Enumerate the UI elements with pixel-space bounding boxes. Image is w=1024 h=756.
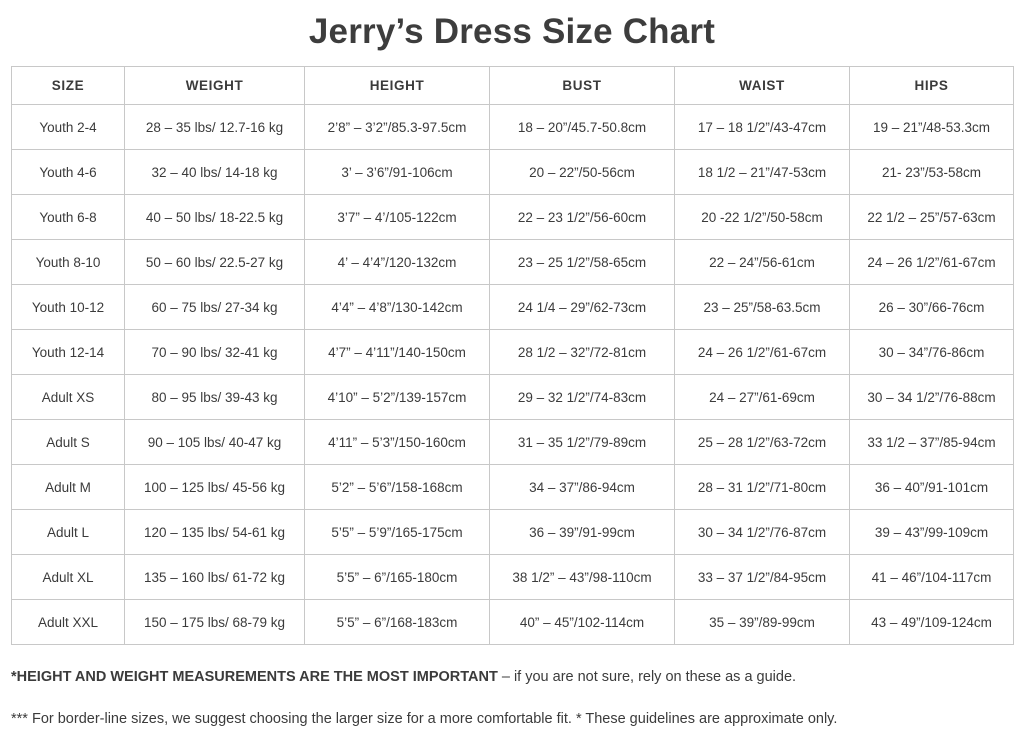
cell-hips: 21- 23”/53-58cm xyxy=(850,150,1014,195)
table-header-row xyxy=(12,67,1014,105)
size-chart-table xyxy=(11,66,1014,645)
cell-hips: 22 1/2 – 25”/57-63cm xyxy=(850,195,1014,240)
table-row xyxy=(12,600,1014,645)
cell-bust: 34 – 37”/86-94cm xyxy=(490,465,675,510)
cell-weight: 100 – 125 lbs/ 45-56 kg xyxy=(125,465,305,510)
cell-hips: 43 – 49”/109-124cm xyxy=(850,600,1014,645)
cell-weight: 70 – 90 lbs/ 32-41 kg xyxy=(125,330,305,375)
cell-waist: 24 – 27”/61-69cm xyxy=(675,375,850,420)
cell-height: 4’11” – 5’3”/150-160cm xyxy=(305,420,490,465)
cell-hips: 19 – 21”/48-53.3cm xyxy=(850,105,1014,150)
cell-weight: 60 – 75 lbs/ 27-34 kg xyxy=(125,285,305,330)
note-height-weight-emphasis: *HEIGHT AND WEIGHT MEASUREMENTS ARE THE MOST IMPORTANT xyxy=(11,669,498,685)
table-row xyxy=(12,240,1014,285)
cell-weight: 120 – 135 lbs/ 54-61 kg xyxy=(125,510,305,555)
cell-height: 4’7” – 4’11”/140-150cm xyxy=(305,330,490,375)
column-header-height: HEIGHT xyxy=(305,67,490,105)
cell-waist: 33 – 37 1/2”/84-95cm xyxy=(675,555,850,600)
cell-weight: 135 – 160 lbs/ 61-72 kg xyxy=(125,555,305,600)
note-height-weight-rest: – if you are not sure, rely on these as a guide. xyxy=(497,669,797,685)
column-header-hips: HIPS xyxy=(850,67,1014,105)
note-borderline-sizes: *** For border-line sizes, we suggest choosing the larger size for a more comfortable fit. * These guidelines are approximate only. xyxy=(11,711,838,727)
cell-height: 5’2” – 5’6”/158-168cm xyxy=(305,465,490,510)
table-row xyxy=(12,555,1014,600)
cell-size: Youth 12-14 xyxy=(12,330,125,375)
cell-size: Adult XL xyxy=(12,555,125,600)
cell-weight: 90 – 105 lbs/ 40-47 kg xyxy=(125,420,305,465)
cell-size: Adult XS xyxy=(12,375,125,420)
column-header-weight: WEIGHT xyxy=(125,67,305,105)
cell-size: Adult L xyxy=(12,510,125,555)
cell-bust: 22 – 23 1/2”/56-60cm xyxy=(490,195,675,240)
cell-size: Youth 6-8 xyxy=(12,195,125,240)
table-body xyxy=(12,105,1014,645)
cell-bust: 24 1/4 – 29”/62-73cm xyxy=(490,285,675,330)
cell-size: Youth 10-12 xyxy=(12,285,125,330)
cell-height: 2’8” – 3’2”/85.3-97.5cm xyxy=(305,105,490,150)
cell-height: 4’4” – 4’8”/130-142cm xyxy=(305,285,490,330)
cell-waist: 25 – 28 1/2”/63-72cm xyxy=(675,420,850,465)
table-row xyxy=(12,285,1014,330)
cell-hips: 36 – 40”/91-101cm xyxy=(850,465,1014,510)
cell-waist: 35 – 39”/89-99cm xyxy=(675,600,850,645)
cell-bust: 38 1/2” – 43”/98-110cm xyxy=(490,555,675,600)
table-row xyxy=(12,375,1014,420)
cell-size: Adult M xyxy=(12,465,125,510)
cell-hips: 33 1/2 – 37”/85-94cm xyxy=(850,420,1014,465)
cell-waist: 17 – 18 1/2”/43-47cm xyxy=(675,105,850,150)
cell-size: Adult XXL xyxy=(12,600,125,645)
cell-weight: 50 – 60 lbs/ 22.5-27 kg xyxy=(125,240,305,285)
cell-weight: 28 – 35 lbs/ 12.7-16 kg xyxy=(125,105,305,150)
page-title: Jerry’s Dress Size Chart xyxy=(308,12,716,51)
cell-height: 4’ – 4’4”/120-132cm xyxy=(305,240,490,285)
cell-size: Youth 4-6 xyxy=(12,150,125,195)
cell-bust: 31 – 35 1/2”/79-89cm xyxy=(490,420,675,465)
cell-height: 5’5” – 6”/168-183cm xyxy=(305,600,490,645)
cell-height: 5’5” – 5’9”/165-175cm xyxy=(305,510,490,555)
cell-waist: 23 – 25”/58-63.5cm xyxy=(675,285,850,330)
cell-weight: 32 – 40 lbs/ 14-18 kg xyxy=(125,150,305,195)
cell-height: 5’5” – 6”/165-180cm xyxy=(305,555,490,600)
size-chart-page xyxy=(0,12,1024,756)
column-header-size: SIZE xyxy=(12,67,125,105)
cell-size: Adult S xyxy=(12,420,125,465)
table-container xyxy=(0,66,1024,645)
table-row xyxy=(12,510,1014,555)
table-row xyxy=(12,105,1014,150)
cell-bust: 28 1/2 – 32”/72-81cm xyxy=(490,330,675,375)
cell-bust: 20 – 22”/50-56cm xyxy=(490,150,675,195)
cell-hips: 24 – 26 1/2”/61-67cm xyxy=(850,240,1014,285)
table-header xyxy=(12,67,1014,105)
notes-section xyxy=(0,669,1024,727)
cell-waist: 20 -22 1/2”/50-58cm xyxy=(675,195,850,240)
cell-waist: 30 – 34 1/2”/76-87cm xyxy=(675,510,850,555)
cell-size: Youth 8-10 xyxy=(12,240,125,285)
cell-waist: 24 – 26 1/2”/61-67cm xyxy=(675,330,850,375)
cell-bust: 36 – 39”/91-99cm xyxy=(490,510,675,555)
cell-weight: 150 – 175 lbs/ 68-79 kg xyxy=(125,600,305,645)
cell-height: 3’ – 3’6”/91-106cm xyxy=(305,150,490,195)
cell-hips: 30 – 34”/76-86cm xyxy=(850,330,1014,375)
cell-waist: 28 – 31 1/2”/71-80cm xyxy=(675,465,850,510)
cell-size: Youth 2-4 xyxy=(12,105,125,150)
cell-weight: 80 – 95 lbs/ 39-43 kg xyxy=(125,375,305,420)
cell-hips: 41 – 46”/104-117cm xyxy=(850,555,1014,600)
cell-height: 3’7” – 4’/105-122cm xyxy=(305,195,490,240)
cell-hips: 30 – 34 1/2”/76-88cm xyxy=(850,375,1014,420)
table-row xyxy=(12,465,1014,510)
table-row xyxy=(12,420,1014,465)
note-height-weight xyxy=(11,669,1013,685)
table-row xyxy=(12,195,1014,240)
cell-waist: 18 1/2 – 21”/47-53cm xyxy=(675,150,850,195)
cell-bust: 23 – 25 1/2”/58-65cm xyxy=(490,240,675,285)
cell-height: 4’10” – 5’2”/139-157cm xyxy=(305,375,490,420)
cell-bust: 29 – 32 1/2”/74-83cm xyxy=(490,375,675,420)
column-header-waist: WAIST xyxy=(675,67,850,105)
table-row xyxy=(12,330,1014,375)
table-row xyxy=(12,150,1014,195)
cell-waist: 22 – 24”/56-61cm xyxy=(675,240,850,285)
column-header-bust: BUST xyxy=(490,67,675,105)
cell-hips: 39 – 43”/99-109cm xyxy=(850,510,1014,555)
cell-bust: 18 – 20”/45.7-50.8cm xyxy=(490,105,675,150)
cell-weight: 40 – 50 lbs/ 18-22.5 kg xyxy=(125,195,305,240)
cell-hips: 26 – 30”/66-76cm xyxy=(850,285,1014,330)
cell-bust: 40” – 45”/102-114cm xyxy=(490,600,675,645)
